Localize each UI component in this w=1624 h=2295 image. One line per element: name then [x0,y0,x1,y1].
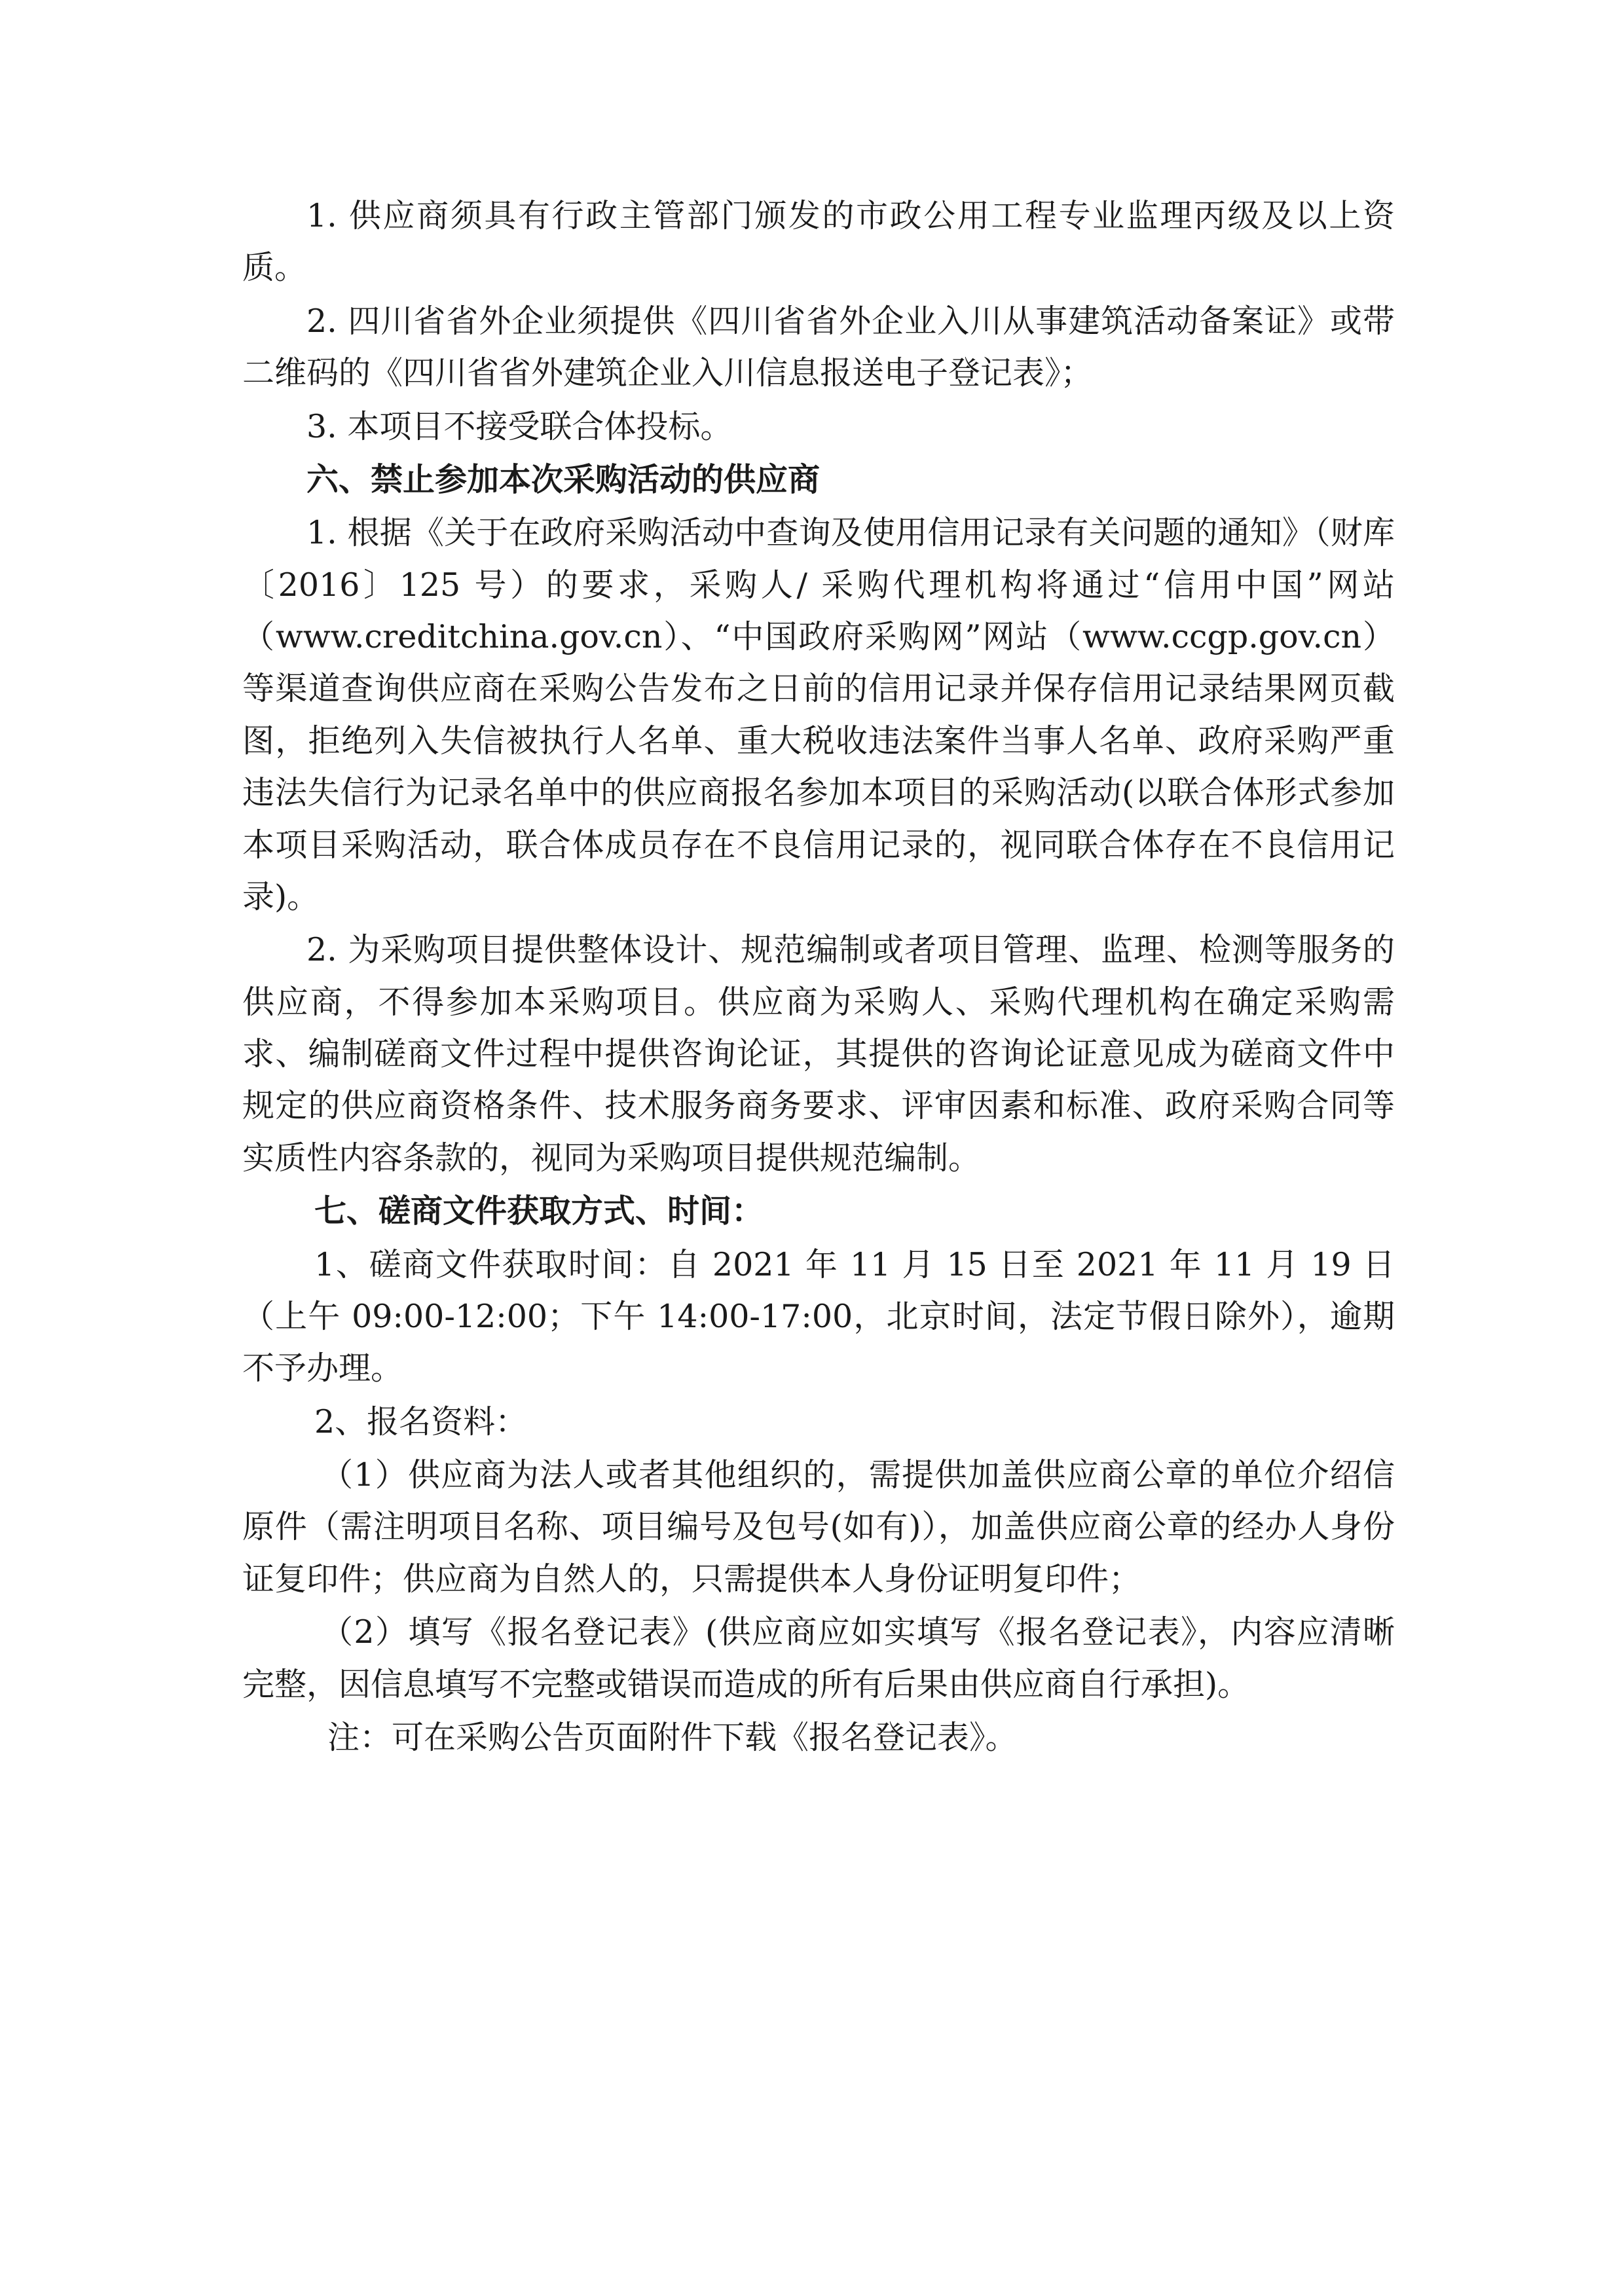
paragraph-seven-note: 注：可在采购公告页面附件下载《报名登记表》。 [327,1718,1018,1756]
paragraph-qualification-2: 2. 四川省省外企业须提供《四川省省外企业入川从事建筑活动备案证》或带二维码的《四川省省外建筑企业入川信息报送电子登记表》； [242,302,1395,392]
heading-section-six: 六、禁止参加本次采购活动的供应商 [306,460,821,498]
paragraph-seven-1: 1、磋商文件获取时间：自 2021 年 11 月 15 日至 2021 年 11 月 19 日（上午 09:00-12:00；下午 14:00-17:00，北京时间，法定节假日除外），逾期不予办理。 [242,1245,1395,1387]
paragraph-six-1: 1. 根据《关于在政府采购活动中查询及使用信用记录有关问题的通知》（财库〔2016〕125 号）的要求，采购人/ 采购代理机构将通过“信用中国”网站（www.creditchina.gov.cn）、“中国政府采购网”网站（www.ccgp.gov.cn）等渠道查询供应商在采购公告发布之日前的信用记录并保存信用记录结果网页截图，拒绝列入失信被执行人名单、重大税收违法案件当事人名单、政府采购严重违法失信行为记录名单中的供应商报名参加本项目的采购活动(以联合体形式参加本项目采购活动，联合体成员存在不良信用记录的，视同联合体存在不良信用记录)。 [242,514,1395,915]
paragraph-six-2: 2. 为采购项目提供整体设计、规范编制或者项目管理、监理、检测等服务的供应商，不得参加本采购项目。供应商为采购人、采购代理机构在确定采购需求、编制磋商文件过程中提供咨询论证，其提供的咨询论证意见成为磋商文件中规定的供应商资格条件、技术服务商务要求、评审因素和标准、政府采购合同等实质性内容条款的，视同为采购项目提供规范编制。 [242,931,1395,1177]
document-body [242,190,1395,1765]
paragraph-qualification-3: 3. 本项目不接受联合体投标。 [306,407,733,445]
heading-section-seven: 七、磋商文件获取方式、时间： [314,1192,764,1230]
paragraph-seven-2-2: （2）填写《报名登记表》(供应商应如实填写《报名登记表》，内容应清晰完整，因信息填写不完整或错误而造成的所有后果由供应商自行承担)。 [242,1613,1395,1703]
paragraph-seven-2-1: （1）供应商为法人或者其他组织的，需提供加盖供应商公章的单位介绍信原件（需注明项目名称、项目编号及包号(如有)），加盖供应商公章的经办人身份证复印件；供应商为自然人的，只需提供本人身份证明复印件； [242,1456,1395,1598]
paragraph-qualification-1: 1. 供应商须具有行政主管部门颁发的市政公用工程专业监理丙级及以上资质。 [242,197,1395,287]
paragraph-seven-2: 2、报名资料： [314,1403,528,1441]
